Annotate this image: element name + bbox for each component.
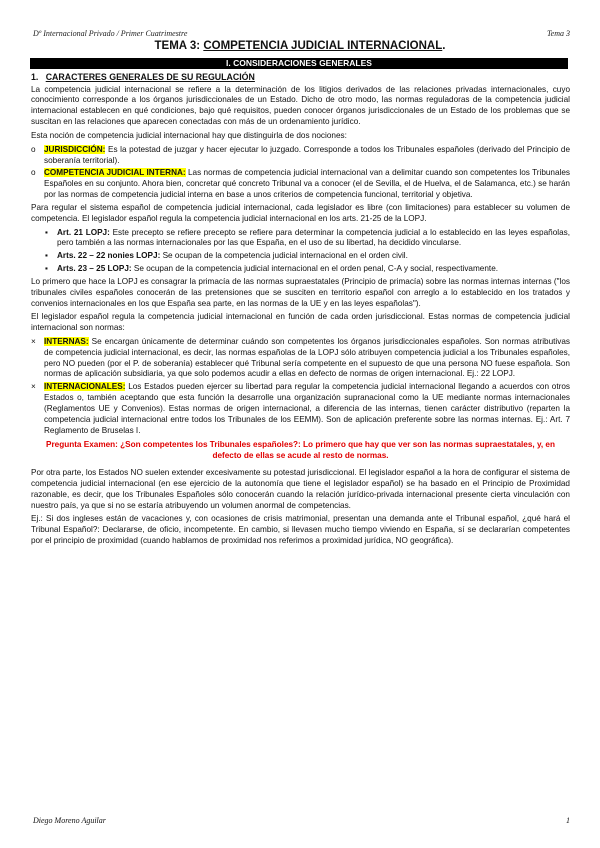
title-main: COMPETENCIA JUDICIAL INTERNACIONAL: [203, 40, 443, 52]
list-item-art22: [31, 251, 570, 262]
art23-label: Arts. 23 – 25 LOPJ:: [57, 264, 132, 274]
heading-1-text: CARACTERES GENERALES DE SU REGULACIÓN: [45, 72, 255, 82]
cross-bullet-marker: ×: [31, 337, 36, 346]
document-body: [31, 72, 570, 550]
art21-text: Este precepto se refiere precepto se refiere para determinar la competencia judicial a lo establecido en las leyes españolas, pero también a las normas internacionales por las que España, en el uso de su libertad, ha decidido vincularse.: [57, 227, 570, 248]
heading-1-number: 1.: [31, 72, 39, 82]
heading-1: [31, 72, 570, 84]
cross-bullet-marker: ×: [31, 382, 36, 392]
list-item-jurisdiccion: [31, 145, 570, 167]
paragraph-definition: La competencia judicial internacional se refiere a la determinación de los litigios derivados de las relaciones privadas internacionales, cuyo conocimiento corresponde a los órganos jurisdiccionales de un Estado. Dicho de otro modo, las normas reguladoras de la competencia judicial internacional establecen en qué condiciones, bajo qué requisitos, pueden conocer órganos jurisdiccionales de un Estado de los problemas que se suscitan en las relaciones que aparecen conectadas con más de un ordenamiento jurídico.: [31, 84, 570, 127]
header-course: Dº Internacional Privado / Primer Cuatrimestre: [33, 29, 188, 38]
term-internacionales: INTERNACIONALES:: [44, 382, 126, 392]
list-item-internas: [31, 337, 570, 380]
paragraph-primacia: Lo primero que hace la LOPJ es consagrar la primacía de las normas supraestatales (Principio de primacía) sobre las normas internas internas ("los tribunales civiles españoles conocerán de las pretensiones que se susciten en territorio español con arreglo a lo establecido en los tratados y convenios internacionales en los que España sea parte, en las normas de la UE y en las leyes españolas").: [31, 276, 570, 308]
section-band: I. CONSIDERACIONES GENERALES: [30, 58, 568, 69]
paragraph-example: Ej.: Si dos ingleses están de vacaciones y, con ocasiones de crisis matrimonial, presentan una demanda ante el Tribunal español, ¿qué hará el Tribunal Español?: Declararse, de oficio, incompetente. En cambio, si llevasen mucho tiempo viviendo en España, sí se declararían competentes por el principio de proximidad (cuando hablamos de proximidad nos referimos a proximidad jurídica, NO geográfica).: [31, 514, 570, 546]
title-suffix: .: [442, 40, 446, 52]
art23-text: Se ocupan de la competencia judicial internacional en el orden penal, C-A y social, respectivamente.: [131, 264, 499, 274]
square-bullet-marker: ▪: [45, 251, 48, 261]
square-bullet-marker: ▪: [45, 227, 48, 237]
title-prefix: TEMA 3:: [154, 40, 204, 52]
paragraph-orden-jurisdiccional: El legislador español regula la competencia judicial internacional en función de cada orden jurisdiccional. Estas normas de competencia judicial internacional son normas:: [31, 312, 570, 333]
list-item-art23: [31, 264, 570, 275]
footer-author: Diego Moreno Aguilar: [33, 816, 106, 825]
paragraph-lopj: Para regular el sistema español de competencia judicial internacional, cada legislador es libre (con limitaciones) para establecer su volumen de competencia. El legislador español regula la competencia judicial internacional en los arts. 21-25 de la LOPJ.: [31, 202, 570, 223]
list-item-competencia-interna: [31, 168, 570, 200]
paragraph-proximidad: Por otra parte, los Estados NO suelen extender excesivamente su potestad jurisdiccional. El legislador español a la hora de configurar el sistema de competencia judicial internacional (en ese ejercicio de la autonomía que tiene el legislador español) se ha basado en el Principio de Proximidad razonable, es decir, que los Tribunales Españoles sólo conocerán cuando la relación jurídico-privada internacional presente cierta vinculación con nuestro país, ya que si no se estaría atribuyendo un volumen anormal de competencias.: [31, 468, 570, 510]
internas-text: Se encargan únicamente de determinar cuándo son competentes los órganos jurisdiccionales españoles. Son normas atributivas de competencia judicial internacional, es decir, las normas españolas de la LOPJ sólo atribuyen competencia judicial a los Tribunales españoles, pero NO pueden (por el P. de soberanía) establecer qué Tribunal sería competente en el supuesto de que una persona NO fuese española. Son normas de aplicación subsidiaria, ya que solo podemos acudir a ellas en defecto de normas de origen internacional. Ej.: 22 LOPJ.: [44, 337, 570, 379]
art22-label: Arts. 22 – 22 nonies LOPJ:: [57, 251, 161, 261]
paragraph-distinction: Esta noción de competencia judicial internacional hay que distinguirla de dos nociones:: [31, 130, 347, 140]
exam-question-note: Pregunta Examen: ¿Son competentes los Tribunales españoles?: Lo primero que hay que ver son las normas supraestatales, y, en defecto de ellas se acude al resto de normas.: [46, 440, 555, 461]
internacionales-text: Los Estados pueden ejercer su libertad para regular la competencia judicial internacional llegando a acuerdos con otros Estados o, también aceptando que esta función la desarrolle una organización supranacional como la UE mediante normas internacionales (Reglamentos UE y Convenios). Estas normas de origen internacional, a diferencia de las internas, tienen carácter distributivo (reparten la competencia judicial internacional entre todos los Tribunales de los EEMM). Son de aplicación preferente sobre las normas internas. Ej.: Art. 7 Reglamento de Bruselas I.: [44, 382, 570, 435]
page-title: [0, 40, 600, 52]
art21-label: Art. 21 LOPJ:: [57, 227, 110, 237]
page-number: 1: [566, 816, 570, 825]
term-internas: INTERNAS:: [44, 337, 89, 346]
square-bullet-marker: ▪: [45, 264, 48, 274]
jurisdiccion-text: Es la potestad de juzgar y hacer ejecutar lo juzgado. Corresponde a todos los Tribunales españoles (derivado del Principio de soberanía territorial).: [44, 144, 570, 165]
art22-text: Se ocupan de la competencia judicial internacional en el orden civil.: [160, 251, 408, 261]
term-jurisdiccion: JURISDICCIÓN:: [44, 144, 106, 154]
list-item-internacionales: [31, 382, 570, 436]
bullet-marker: o: [31, 168, 36, 178]
list-item-art21: [31, 228, 570, 250]
term-competencia-interna: COMPETENCIA JUDICIAL INTERNA:: [44, 168, 186, 178]
competencia-interna-text: Las normas de competencia judicial internacional van a delimitar cuando son competentes los Tribunales Españoles en su conjunto. Ahora bien, concretar qué concreto Tribunal va a conocer (el de Sevilla, el de Huelva, el de Salamanca, etc.) se harán por las normas de competencia judicial interna en base a unos criterios de competencia funcional, territorial y objetiva.: [44, 168, 570, 200]
header-topic: Tema 3: [546, 29, 570, 38]
bullet-marker: o: [31, 144, 36, 154]
